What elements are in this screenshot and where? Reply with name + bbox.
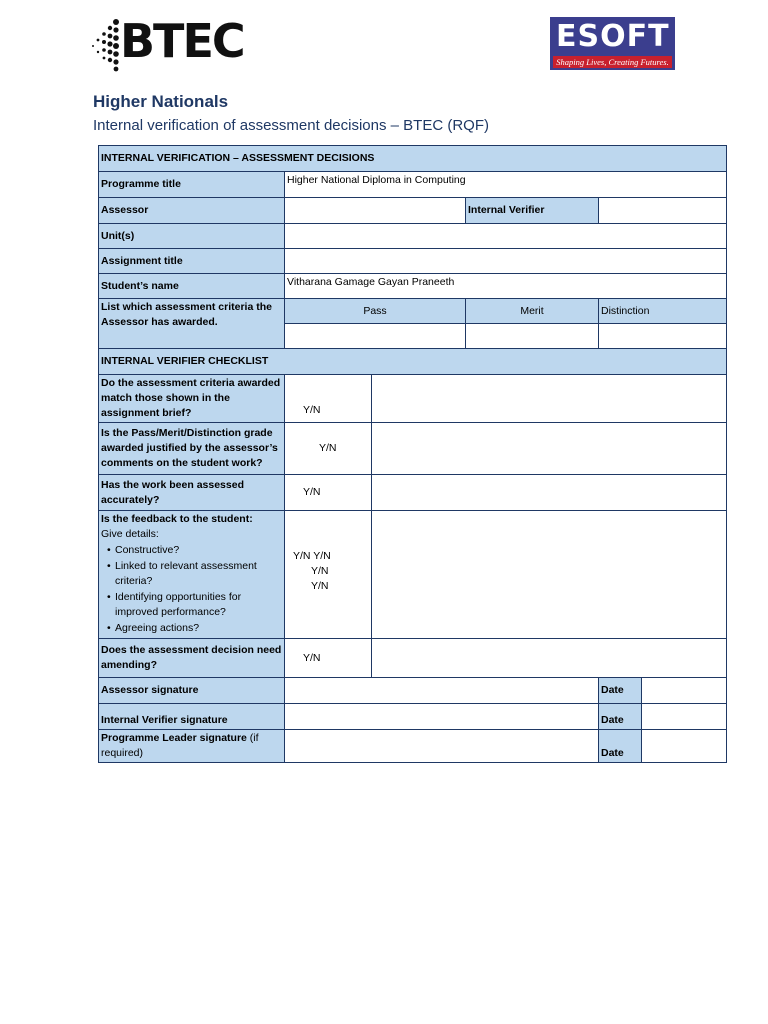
feedback-item-agreeing: • Agreeing actions? xyxy=(115,621,282,636)
feedback-item-constructive: • Constructive? xyxy=(115,543,282,558)
pl-signature-note: (if required) xyxy=(101,732,259,759)
answer-feedback-3: Y/N xyxy=(311,580,329,592)
page-subtitle: Internal verification of assessment decisions – BTEC (RQF) xyxy=(93,117,489,134)
iv-date-label: Date xyxy=(599,704,642,730)
question-grade-justified: Is the Pass/Merit/Distinction grade awarded justified by the assessor’s comments on the student work? xyxy=(99,423,285,475)
comment-assessed-accurately[interactable] xyxy=(372,475,727,511)
answer-assessed-accurately[interactable]: Y/N xyxy=(285,475,372,511)
distinction-field[interactable] xyxy=(599,324,727,349)
assessor-signature-field[interactable] xyxy=(285,678,599,704)
esoft-logo xyxy=(550,17,675,70)
assessor-date-field[interactable] xyxy=(642,678,727,704)
answer-criteria-match[interactable]: Y/N xyxy=(285,375,372,423)
section-header-verifier-checklist: INTERNAL VERIFIER CHECKLIST xyxy=(99,349,727,375)
iv-signature-field[interactable] xyxy=(285,704,599,730)
esoft-tagline: Shaping Lives, Creating Futures. xyxy=(553,56,672,68)
feedback-item-opportunities: • Identifying opportunities for improved performance? xyxy=(115,590,282,620)
iv-signature-label: Internal Verifier signature xyxy=(99,704,285,730)
btec-dots-icon xyxy=(90,16,120,72)
assignment-title-field[interactable] xyxy=(285,249,727,274)
internal-verifier-label: Internal Verifier xyxy=(466,198,599,224)
comment-grade-justified[interactable] xyxy=(372,423,727,475)
pl-date-label: Date xyxy=(599,730,642,763)
comment-criteria-match[interactable] xyxy=(372,375,727,423)
assessor-date-label: Date xyxy=(599,678,642,704)
student-name-field[interactable]: Vitharana Gamage Gayan Praneeth xyxy=(285,274,727,299)
merit-field[interactable] xyxy=(466,324,599,349)
units-field[interactable] xyxy=(285,224,727,249)
answer-feedback-2: Y/N xyxy=(311,565,329,577)
btec-wordmark: BTEC xyxy=(120,14,244,68)
answer-feedback[interactable] xyxy=(285,511,372,639)
iv-date-field[interactable] xyxy=(642,704,727,730)
pl-signature-label xyxy=(99,730,285,763)
merit-label: Merit xyxy=(466,299,599,324)
pl-date-field[interactable] xyxy=(642,730,727,763)
page-title: Higher Nationals xyxy=(93,92,229,111)
assessor-label: Assessor xyxy=(99,198,285,224)
question-assessed-accurately: Has the work been assessed accurately? xyxy=(99,475,285,511)
criteria-label: List which assessment criteria the Assessor has awarded. xyxy=(99,299,285,349)
verification-form xyxy=(98,145,727,763)
units-label: Unit(s) xyxy=(99,224,285,249)
pass-field[interactable] xyxy=(285,324,466,349)
pl-signature-label-text: Programme Leader signature xyxy=(101,732,247,744)
esoft-wordmark: ESOFT xyxy=(556,19,670,54)
answer-feedback-1: Y/N Y/N xyxy=(293,550,331,562)
internal-verifier-field[interactable] xyxy=(599,198,727,224)
comment-feedback[interactable] xyxy=(372,511,727,639)
distinction-label: Distinction xyxy=(599,299,727,324)
btec-logo xyxy=(90,16,250,72)
pl-signature-field[interactable] xyxy=(285,730,599,763)
comment-decision-amending[interactable] xyxy=(372,639,727,678)
answer-decision-amending[interactable]: Y/N xyxy=(285,639,372,678)
assignment-title-label: Assignment title xyxy=(99,249,285,274)
feedback-criteria-list xyxy=(101,543,282,636)
give-details-label: Give details: xyxy=(101,528,159,540)
section-header-assessment-decisions: INTERNAL VERIFICATION – ASSESSMENT DECISIONS xyxy=(99,146,727,172)
assessor-signature-label: Assessor signature xyxy=(99,678,285,704)
programme-title-field[interactable]: Higher National Diploma in Computing xyxy=(285,172,727,198)
question-feedback-title: Is the feedback to the student: xyxy=(101,513,253,525)
question-feedback xyxy=(99,511,285,639)
assessor-field[interactable] xyxy=(285,198,466,224)
programme-title-label: Programme title xyxy=(99,172,285,198)
question-decision-amending: Does the assessment decision need amending? xyxy=(99,639,285,678)
feedback-item-linked: • Linked to relevant assessment criteria? xyxy=(115,559,282,589)
answer-grade-justified[interactable]: Y/N xyxy=(285,423,372,475)
student-name-label: Student’s name xyxy=(99,274,285,299)
question-criteria-match: Do the assessment criteria awarded match those shown in the assignment brief? xyxy=(99,375,285,423)
pass-label: Pass xyxy=(285,299,466,324)
